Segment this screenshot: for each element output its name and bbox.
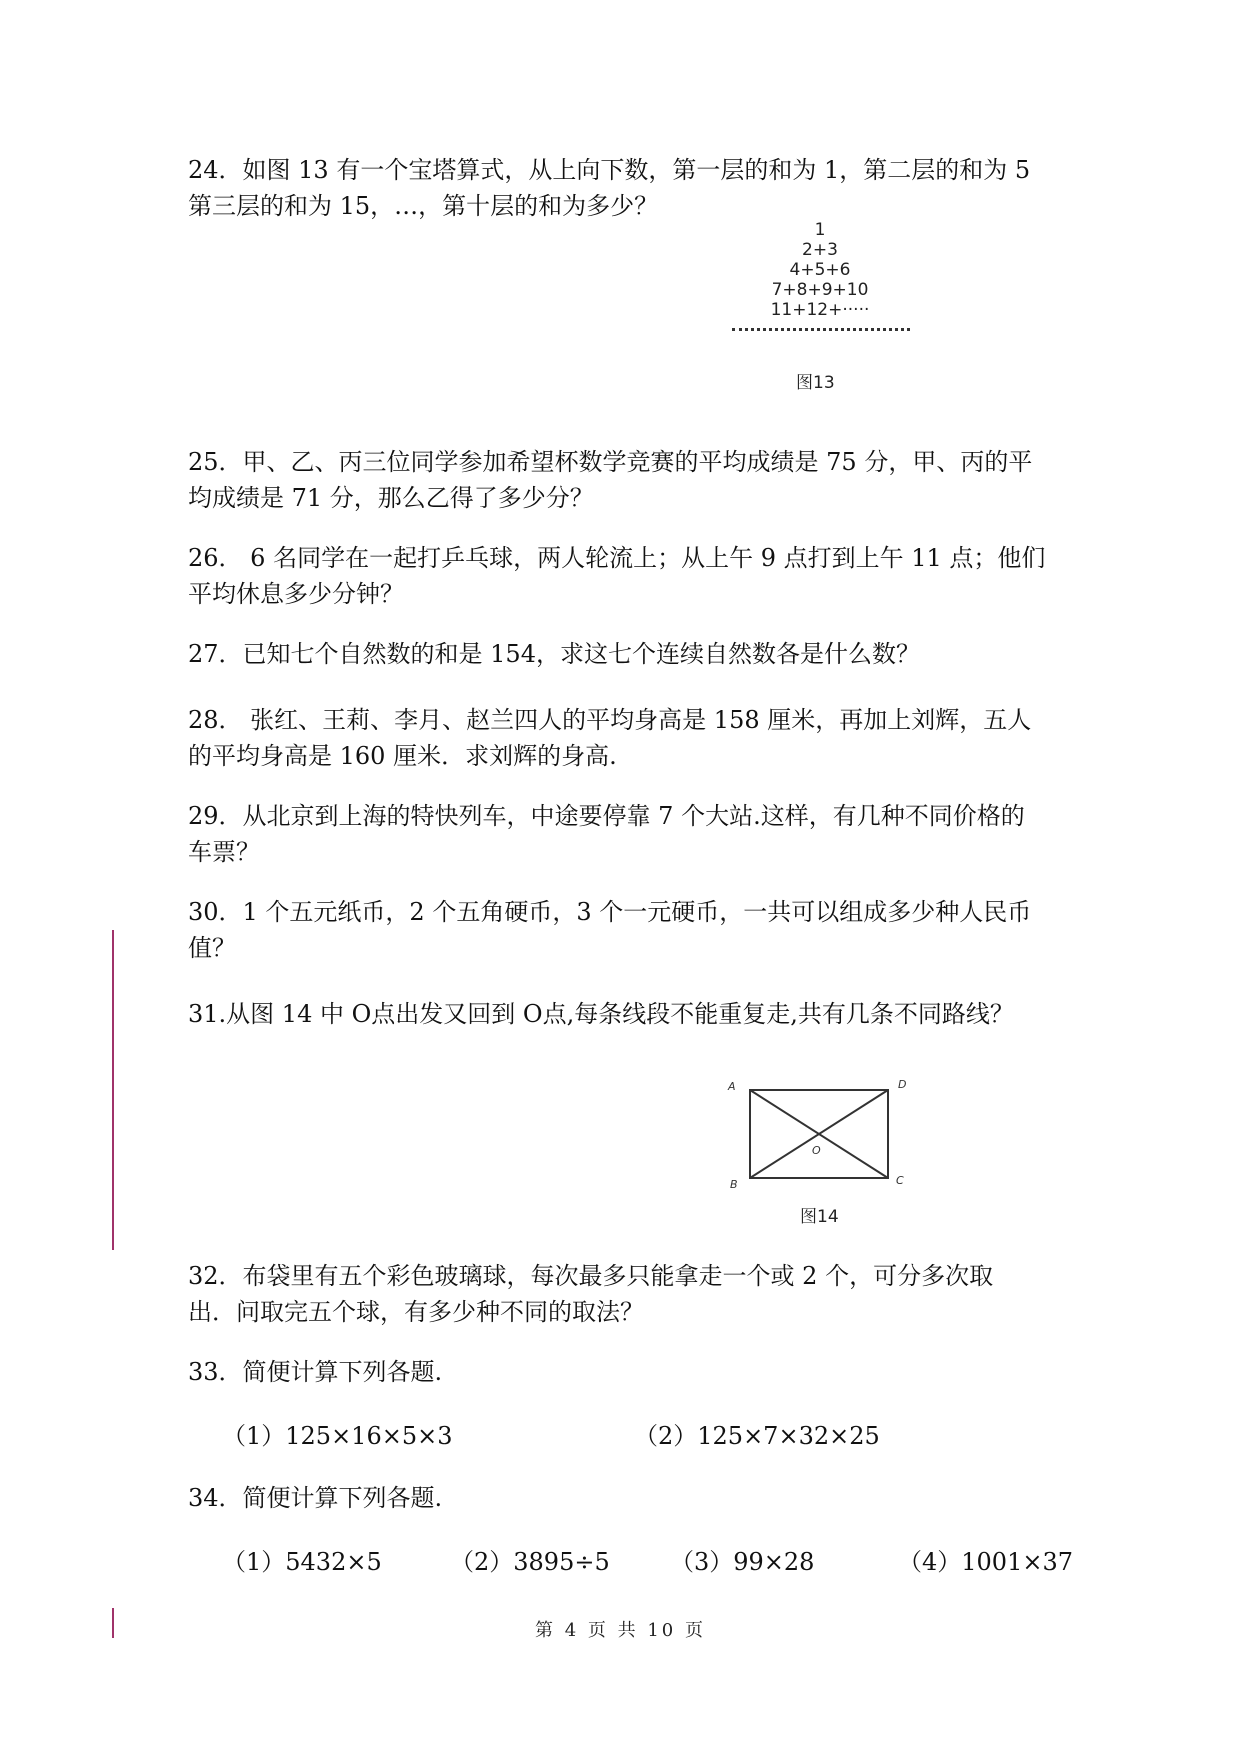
- page-footer: 第 4 页 共 10 页: [535, 1620, 706, 1641]
- label-o: O: [812, 1144, 821, 1157]
- figure-14-diagram: [720, 1074, 920, 1194]
- pyramid-row: 4+5+6: [789, 260, 851, 280]
- question-26-line1: 26． 6 名同学在一起打乒乓球，两人轮流上；从上午 9 点打到上午 11 点；他们: [188, 544, 1046, 572]
- figure-14-caption: 图14: [800, 1207, 839, 1227]
- pyramid-row: 11+12+·····: [770, 300, 870, 320]
- question-31-line1: 31.从图 14 中 O点出发又回到 O点,每条线段不能重复走,共有几条不同路线？: [188, 1000, 1014, 1028]
- question-25-line1: 25．甲、乙、丙三位同学参加希望杯数学竞赛的平均成绩是 75 分，甲、丙的平: [188, 448, 1033, 476]
- question-32-line2: 出．问取完五个球，有多少种不同的取法？: [188, 1298, 644, 1326]
- question-29-line1: 29．从北京到上海的特快列车，中途要停靠 7 个大站.这样，有几种不同价格的: [188, 802, 1025, 830]
- pyramid-row: 1: [814, 220, 826, 240]
- label-b: B: [730, 1178, 738, 1191]
- question-26-line2: 平均休息多少分钟？: [188, 580, 404, 608]
- question-34-item-1: （1）5432×5: [222, 1548, 382, 1576]
- figure-13-pyramid: [720, 220, 920, 320]
- pyramid-row: 7+8+9+10: [771, 280, 869, 300]
- label-c: C: [896, 1174, 904, 1187]
- question-33-item-2: （2）125×7×32×25: [634, 1422, 880, 1450]
- question-29-line2: 车票？: [188, 838, 260, 866]
- figure-13-caption: 图13: [796, 373, 835, 393]
- question-25-line2: 均成绩是 71 分，那么乙得了多少分？: [188, 484, 594, 512]
- question-34-title: 34．简便计算下列各题.: [188, 1484, 443, 1512]
- question-34-item-3: （3）99×28: [670, 1548, 815, 1576]
- question-28-line2: 的平均身高是 160 厘米．求刘辉的身高.: [188, 742, 617, 770]
- label-d: D: [898, 1078, 907, 1091]
- label-a: A: [728, 1080, 736, 1093]
- pyramid-row: 2+3: [802, 240, 838, 260]
- pyramid-dotted-line: [732, 328, 910, 331]
- question-28-line1: 28． 张红、王莉、李月、赵兰四人的平均身高是 158 厘米，再加上刘辉，五人: [188, 706, 1032, 734]
- question-32-line1: 32．布袋里有五个彩色玻璃球，每次最多只能拿走一个或 2 个，可分多次取: [188, 1262, 994, 1290]
- question-24-line1: 24．如图 13 有一个宝塔算式，从上向下数，第一层的和为 1，第二层的和为 5: [188, 156, 1031, 184]
- question-34-item-2: （2）3895÷5: [450, 1548, 610, 1576]
- question-34-item-4: （4）1001×37: [898, 1548, 1073, 1576]
- question-27-line1: 27．已知七个自然数的和是 154，求这七个连续自然数各是什么数？: [188, 640, 920, 668]
- question-30-line2: 值？: [188, 934, 236, 962]
- question-30-line1: 30．1 个五元纸币，2 个五角硬币，3 个一元硬币，一共可以组成多少种人民币: [188, 898, 1032, 926]
- question-33-title: 33．简便计算下列各题.: [188, 1358, 443, 1386]
- question-24-line2: 第三层的和为 15，…，第十层的和为多少？: [188, 192, 659, 220]
- margin-mark-upper: [112, 930, 114, 1250]
- question-33-item-1: （1）125×16×5×3: [222, 1422, 453, 1450]
